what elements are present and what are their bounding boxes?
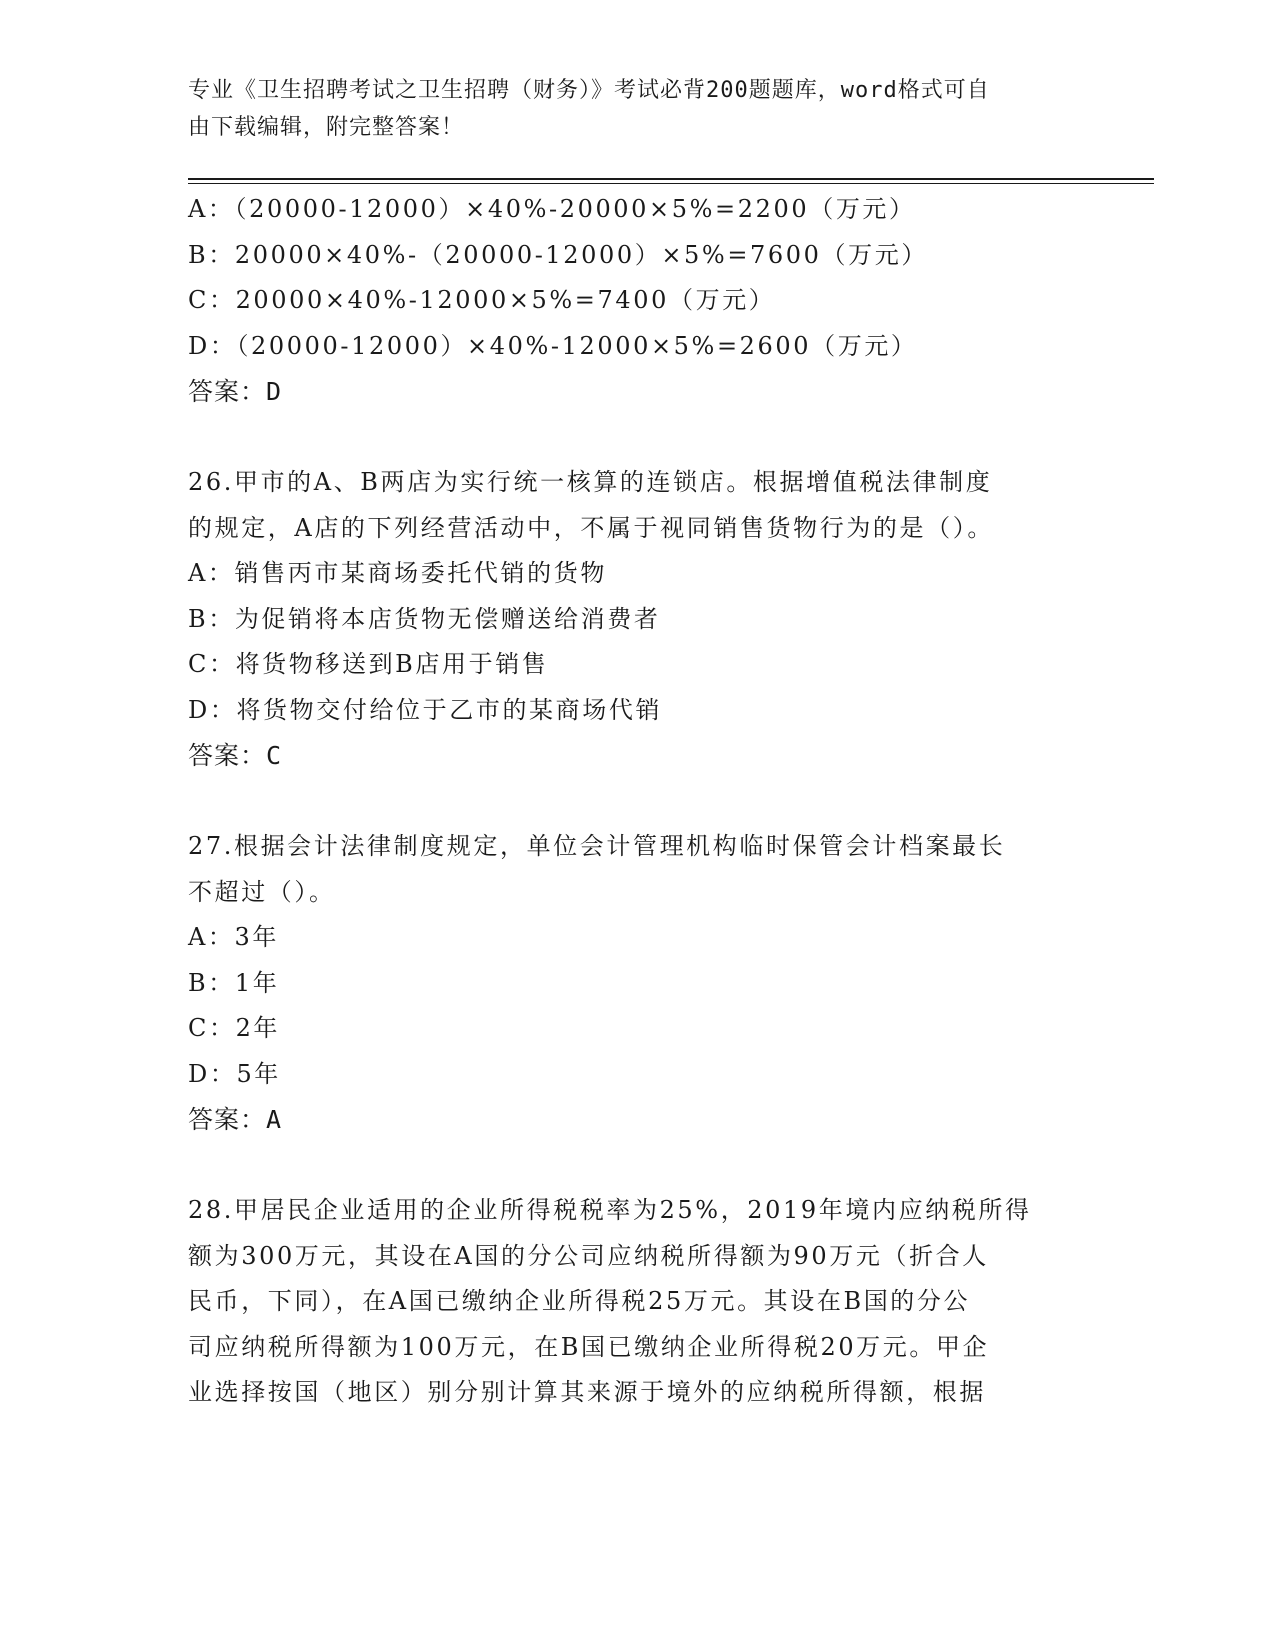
- option-b: B：为促销将本店货物无偿赠送给消费者: [188, 604, 661, 633]
- question-stem-line: 民币，下同），在A国已缴纳企业所得税25万元。其设在B国的分公: [188, 1287, 971, 1315]
- answer-line: 答案：C: [188, 741, 283, 770]
- question-block: [188, 824, 1088, 1143]
- question-stem-line: 的规定，A店的下列经营活动中，不属于视同销售货物行为的是（）。: [188, 513, 994, 542]
- option-d: D：（20000-12000）×40%-12000×5%=2600（万元）: [188, 331, 918, 360]
- question-block: [188, 1188, 1088, 1416]
- answer-line: 答案：D: [188, 377, 283, 406]
- option-a: A：3年: [188, 923, 280, 951]
- header-divider: [188, 178, 1154, 180]
- header-line: 专业《卫生招聘考试之卫生招聘（财务）》考试必背200题题库，word格式可自: [188, 78, 990, 103]
- question-stem-line: 额为300万元，其设在A国的分公司应纳税所得额为90万元（折合人: [188, 1241, 989, 1270]
- document-header: [188, 72, 1068, 146]
- header-line: 由下载编辑，附完整答案！: [188, 115, 465, 140]
- spacer: [188, 779, 1088, 825]
- question-block: [188, 460, 1088, 779]
- question-stem-line: 26.甲市的A、B两店为实行统一核算的连锁店。根据增值税法律制度: [188, 468, 993, 496]
- option-d: D：将货物交付给位于乙市的某商场代销: [188, 695, 663, 724]
- question-stem-line: 不超过（）。: [188, 877, 336, 906]
- option-c: C：20000×40%-12000×5%=7400（万元）: [188, 286, 776, 314]
- option-a: A：（20000-12000）×40%-20000×5%=2200（万元）: [188, 195, 916, 223]
- option-c: C：2年: [188, 1014, 281, 1042]
- header-divider-thin: [188, 183, 1154, 184]
- option-c: C：将货物移送到B店用于销售: [188, 650, 549, 678]
- answer-line: 答案：A: [188, 1105, 283, 1134]
- option-a: A：销售丙市某商场委托代销的货物: [188, 559, 607, 587]
- option-b: B：20000×40%-（20000-12000）×5%=7600（万元）: [188, 240, 928, 269]
- question-stem-line: 司应纳税所得额为100万元，在B国已缴纳企业所得税20万元。甲企: [188, 1332, 990, 1361]
- question-stem-line: 28.甲居民企业适用的企业所得税税率为25%，2019年境内应纳税所得: [188, 1196, 1032, 1224]
- spacer: [188, 1143, 1088, 1189]
- question-stem-line: 业选择按国（地区）别分别计算其来源于境外的应纳税所得额，根据: [188, 1378, 986, 1406]
- question-content: [188, 187, 1088, 1416]
- option-b: B：1年: [188, 968, 280, 997]
- option-d: D：5年: [188, 1059, 281, 1088]
- spacer: [188, 415, 1088, 461]
- question-block: [188, 187, 1088, 415]
- question-stem-line: 27.根据会计法律制度规定，单位会计管理机构临时保管会计档案最长: [188, 832, 1006, 860]
